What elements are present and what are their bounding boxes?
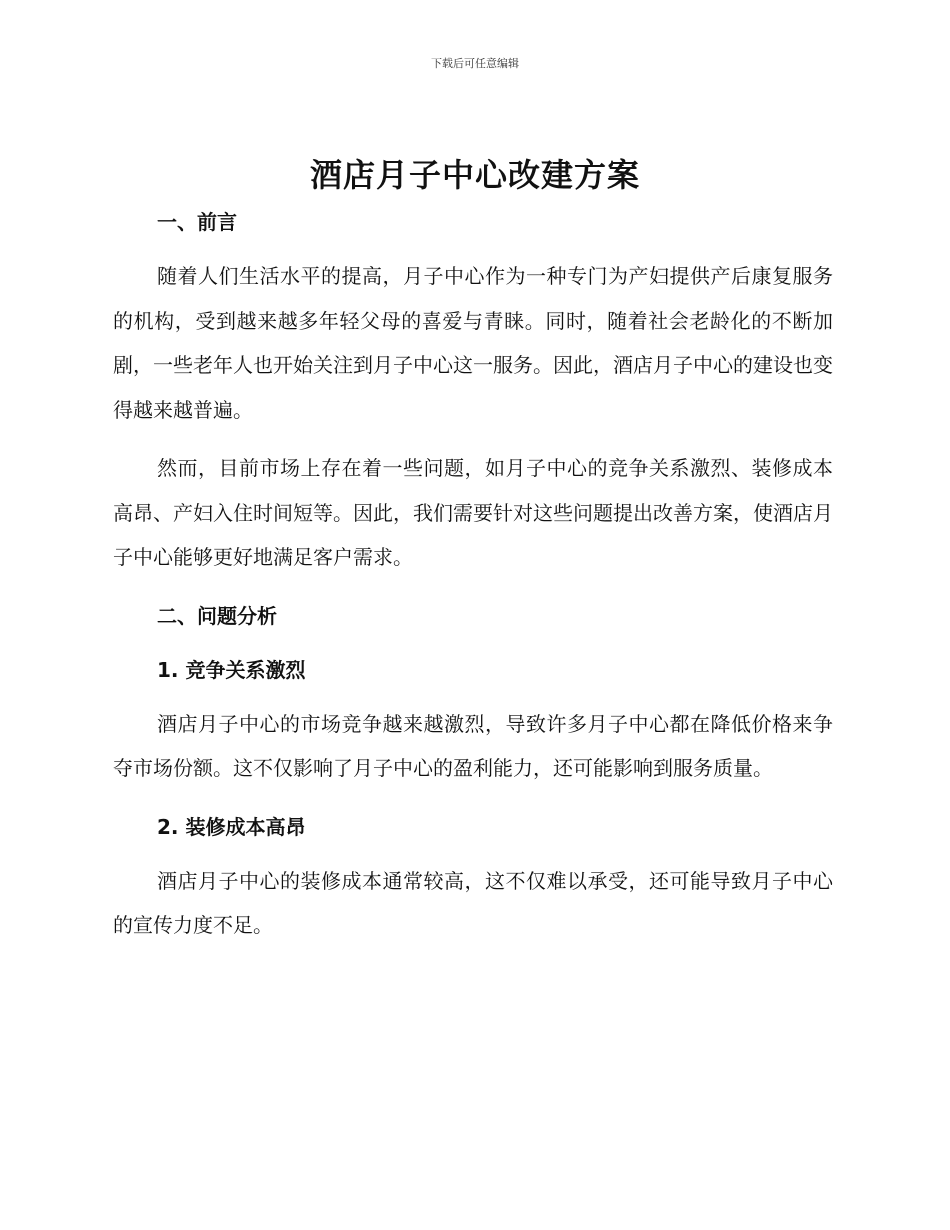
paragraph-competition: 酒店月子中心的市场竞争越来越激烈，导致许多月子中心都在降低价格来争夺市场份额。这不仅影响了月子中心的盈利能力，还可能影响到服务质量。 <box>113 711 833 780</box>
document-title: 酒店月子中心改建方案 <box>309 156 640 194</box>
section-heading-analysis: 二、问题分析 <box>157 603 277 628</box>
document-body <box>113 204 833 948</box>
section-heading-preface: 一、前言 <box>157 210 237 234</box>
subsection-heading-renovation-cost: 2. 装修成本高昂 <box>157 814 306 839</box>
paragraph-preface-2: 然而，目前市场上存在着一些问题，如月子中心的竞争关系激烈、装修成本高昂、产妇入住时间短等。因此，我们需要针对这些问题提出改善方案，使酒店月子中心能够更好地满足客户需求。 <box>113 456 833 569</box>
paragraph-renovation-cost: 酒店月子中心的装修成本通常较高，这不仅难以承受，还可能导致月子中心的宣传力度不足。 <box>113 868 833 937</box>
paragraph-preface-1: 随着人们生活水平的提高，月子中心作为一种专门为产妇提供产后康复服务的机构，受到越来越多年轻父母的喜爱与青睐。同时，随着社会老龄化的不断加剧，一些老年人也开始关注到月子中心这一服务。因此，酒店月子中心的建设也变得越来越普遍。 <box>113 264 833 422</box>
header-note: 下载后可任意编辑 <box>431 57 519 70</box>
subsection-heading-competition: 1. 竞争关系激烈 <box>157 657 306 682</box>
